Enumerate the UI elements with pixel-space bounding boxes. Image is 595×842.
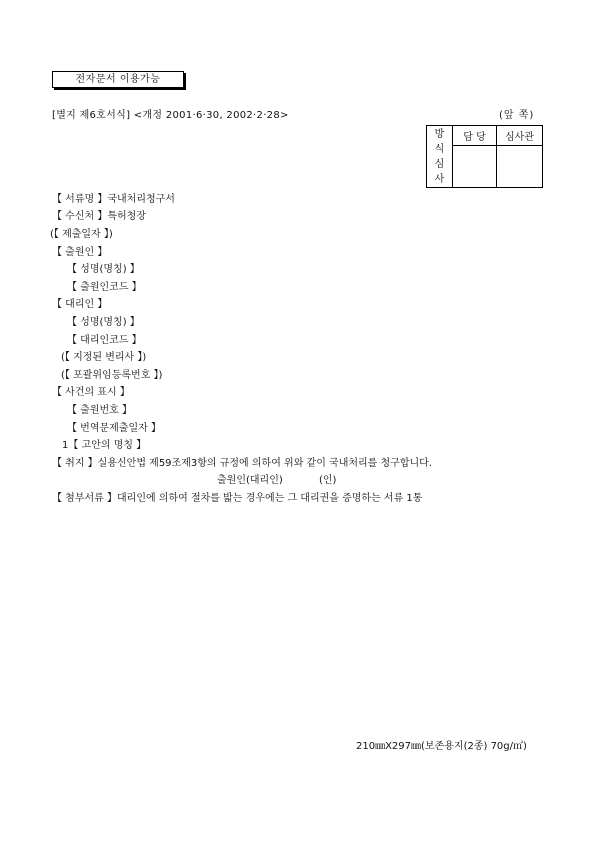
doc-name-field: 【 서류명 】국내처리청구서 [52, 194, 175, 205]
staff-sign-cell [453, 146, 497, 188]
agent-section: 【 대리인 】 [52, 299, 108, 310]
examiner-header: 심사관 [497, 126, 543, 146]
translation-date-field: 【 번역문제출일자 】 [67, 423, 161, 434]
designated-attorney-field: (【 지정된 변리사 】) [61, 352, 147, 363]
applicant-name-field: 【 성명(명칭) 】 [67, 264, 140, 275]
electronic-document-badge: 전자문서 이용가능 [52, 71, 184, 88]
purpose-field: 【 취지 】실용신안법 제59조제3항의 규정에 의하여 위와 같이 국내처리를 청구합니다. [52, 458, 432, 469]
seal-mark: (인) [319, 475, 337, 486]
submit-date-field: (【 제출일자 】) [50, 229, 113, 240]
examiner-sign-cell [497, 146, 543, 188]
applicant-section: 【 출원인 】 [52, 247, 108, 258]
device-title-field: 1【 고안의 명칭 】 [62, 440, 147, 451]
staff-header: 담 당 [453, 126, 497, 146]
agent-code-field: 【 대리인코드 】 [67, 335, 142, 346]
attachments-field: 【 첨부서류 】대리인에 의하여 절차를 밟는 경우에는 그 대리권을 증명하는 서류 1통 [52, 493, 423, 504]
review-method-label: 방 식 심 사 [427, 126, 453, 188]
recipient-field: 【 수신처 】특허청장 [52, 211, 146, 222]
application-number-field: 【 출원번호 】 [67, 405, 132, 416]
agent-name-field: 【 성명(명칭) 】 [67, 317, 140, 328]
case-display-section: 【 사건의 표시 】 [52, 387, 130, 398]
side-label: (앞 쪽) [499, 110, 535, 121]
signer-label: 출원인(대리인) [217, 475, 283, 486]
applicant-code-field: 【 출원인코드 】 [67, 282, 142, 293]
form-header: [별지 제6호서식] <개정 2001·6·30, 2002·2·28> [52, 110, 289, 121]
paper-spec-footer: 210㎜X297㎜(보존용지(2종) 70g/㎡) [356, 741, 527, 752]
approval-table [426, 125, 543, 188]
general-power-number-field: (【 포괄위임등록번호 】) [61, 370, 163, 381]
